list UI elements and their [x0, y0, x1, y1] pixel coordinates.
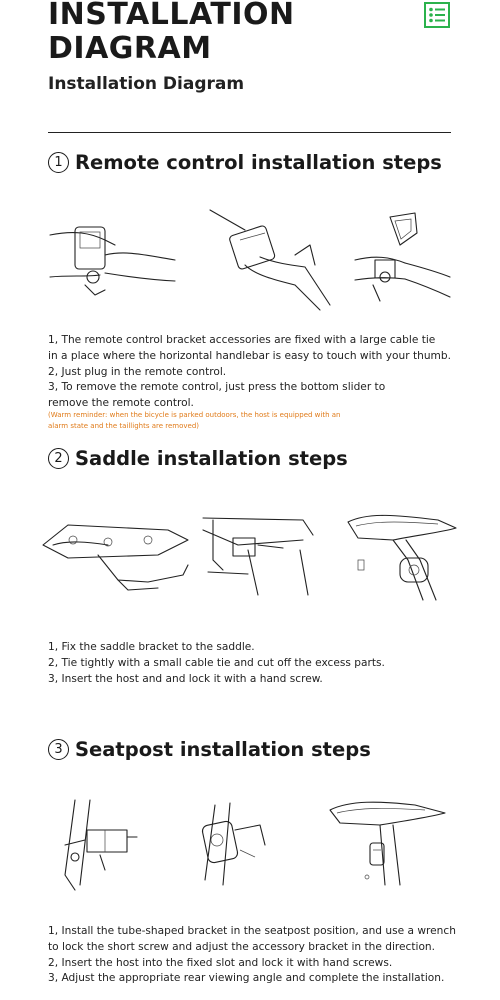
remote-install-illustrations — [45, 205, 455, 315]
saddle-install-illustrations — [38, 510, 463, 605]
section-1-title: Remote control installation steps — [75, 151, 442, 174]
section-3-heading — [48, 738, 371, 761]
saddle-fig-2 — [203, 518, 313, 595]
step-number-1: 1 — [48, 152, 69, 173]
remote-fig-3 — [355, 213, 450, 301]
page-title-line2: DIAGRAM — [48, 31, 212, 66]
section-3-title: Seatpost installation steps — [75, 738, 371, 761]
seatpost-fig-2 — [201, 803, 265, 885]
section-1-heading — [48, 151, 442, 174]
saddle-fig-1 — [43, 525, 188, 590]
section-2-title: Saddle installation steps — [75, 447, 348, 470]
divider — [48, 132, 451, 133]
remote-fig-2 — [210, 210, 330, 310]
section-2-heading — [48, 447, 348, 470]
seatpost-fig-3 — [330, 802, 445, 885]
section-3-instructions: 1, Install the tube-shaped bracket in the seatpost position, and use a wrench to lock the short screw and adjust the accessory bracket in the direction. 2, Insert the host into the fixed slot and lock it with hand screws. 3, Adjust the appropriate rear viewing angle and complete the installation. — [48, 925, 456, 985]
section-1-instructions: 1, The remote control bracket accessories are fixed with a large cable tie in a place where the horizontal handlebar is easy to touch with your thumb. 2, Just plug in the remote control. 3, To remove the remote control, just press the bottom slider to remove the remote control. — [48, 334, 451, 410]
saddle-fig-3 — [348, 515, 456, 600]
page-title — [48, 0, 428, 66]
warm-reminder: (Warm reminder: when the bicycle is parked outdoors, the host is equipped with an alarm state and the taillights are removed) — [48, 411, 341, 430]
seatpost-fig-1 — [65, 800, 137, 890]
seatpost-install-illustrations — [45, 795, 465, 895]
page-title-line1: INSTALLATION — [48, 0, 295, 32]
page-subtitle: Installation Diagram — [48, 74, 245, 94]
step-number-3: 3 — [48, 739, 69, 760]
list-icon[interactable] — [424, 2, 450, 28]
remote-fig-1 — [50, 227, 175, 295]
section-2-instructions: 1, Fix the saddle bracket to the saddle. 2, Tie tightly with a small cable tie and cut off the excess parts. 3, Insert the host and and lock it with a hand screw. — [48, 641, 385, 685]
step-number-2: 2 — [48, 448, 69, 469]
